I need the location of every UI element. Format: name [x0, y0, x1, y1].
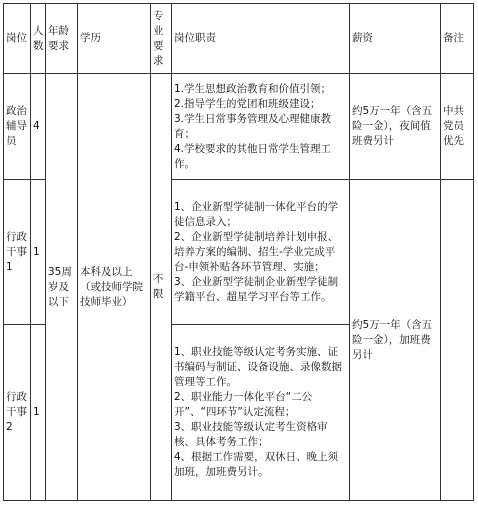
header-education: 学历	[78, 4, 151, 74]
cell-salary-shared: 约5万一年（含五险一金），加班费另计	[350, 180, 441, 501]
duty-item: 2、职业能力一体化平台“二公开”、“四环节”认定流程；	[174, 391, 313, 418]
table-row	[4, 74, 474, 180]
cell-duties	[172, 325, 350, 501]
cell-position: 政治辅导员	[4, 74, 31, 180]
cell-count: 1	[31, 325, 46, 501]
header-age: 年龄要求	[46, 4, 78, 74]
header-major: 专业要求	[151, 4, 172, 74]
duty-list	[174, 345, 347, 480]
duty-item: 3、职业技能等级认定考生资格审核、具体考务工作；	[174, 421, 328, 448]
cell-duties	[172, 180, 350, 325]
cell-education-shared: 本科及以上（或技师学院技师毕业）	[78, 74, 151, 501]
cell-remarks: 中共党员优先	[441, 74, 474, 180]
cell-salary: 约5万一年（含五险一金），夜间值班费另计	[350, 74, 441, 180]
cell-remarks-empty	[441, 180, 474, 501]
header-remarks: 备注	[441, 4, 474, 74]
cell-position: 行政干事2	[4, 325, 31, 501]
duty-item: 3、企业新型学徒制企业新型学徒制学籍平台、超星学习平台等工作。	[174, 275, 339, 303]
duty-item: 1、职业技能等级认定考务实施、证书编码与制证、设备设施、录像数据管理等工作。	[174, 346, 342, 388]
cell-count: 1	[31, 180, 46, 325]
job-table	[3, 3, 474, 501]
header-position: 岗位	[4, 4, 31, 74]
cell-duties	[172, 74, 350, 180]
header-row	[4, 4, 474, 74]
duty-item: 1、企业新型学徒制一体化平台的学徒信息录入；	[174, 200, 339, 228]
cell-position: 行政干事1	[4, 180, 31, 325]
duty-item: 2.指导学生的党团和班级建设；	[174, 97, 321, 110]
header-count: 人数	[31, 4, 46, 74]
header-salary: 薪资	[350, 4, 441, 74]
duty-item: 4、根据工作需要，双休日、晚上须加班，加班费另计。	[174, 451, 339, 478]
duty-item: 3.学生日常事务管理及心理健康教育；	[174, 112, 332, 140]
duty-item: 1.学生思想政治教育和价值引领；	[174, 82, 332, 95]
duty-list	[174, 82, 347, 172]
header-duties: 岗位职责	[172, 4, 350, 74]
duty-list	[174, 200, 347, 305]
duty-item: 4.学校要求的其他日常学生管理工作。	[174, 142, 332, 170]
cell-major-shared: 不限	[151, 74, 172, 501]
cell-age-shared: 35周岁及以下	[46, 74, 78, 501]
cell-count: 4	[31, 74, 46, 180]
duty-item: 2、企业新型学徒制培养计划申报、培养方案的编制、招生-学业完成平台-申领补贴各环节管理、实施；	[174, 230, 339, 273]
